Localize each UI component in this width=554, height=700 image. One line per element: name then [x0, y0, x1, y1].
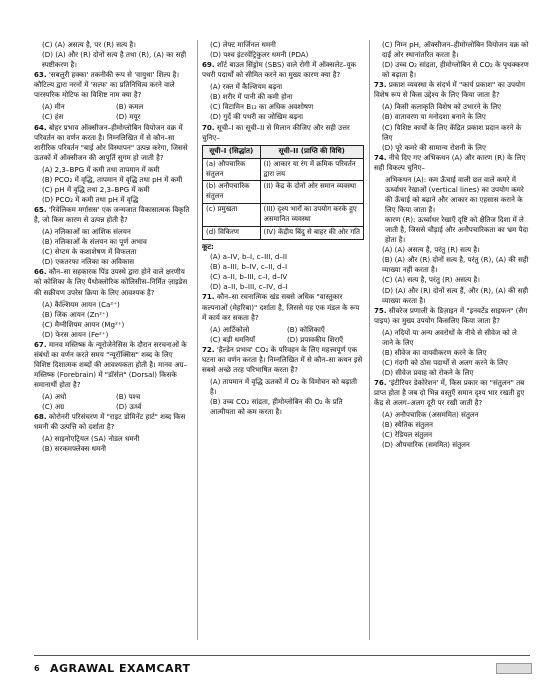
question-number: 75.: [374, 305, 387, 315]
option: (C) a–II, b–III, c–I, d–IV: [210, 272, 288, 282]
question-number: 65.: [34, 205, 47, 214]
question-number: 72.: [202, 344, 215, 354]
question-text: कौन–सा रचनात्मिक खंड सबसे अधिक "वास्तुकार कल्पनाओं (मेहरिबा)" दर्शाता है, जिससे यह एक मंडल के रूप में कार्य कर सकता है?: [202, 292, 360, 322]
option-pair: [34, 402, 190, 412]
match-row: [203, 181, 364, 204]
footer-logo: [496, 663, 532, 674]
question-text: कौन–सा सहकारक पिंड उपस्थे द्वारा होने वाले क्षरणीय को कोशिका के लिए पैथोक्लोरिक कोलिसीस–निर्मित ज़ाइडेस की सक्रीयण उपरेस क्रिया के लिए आवश्यक है?: [34, 267, 188, 297]
option: (D) ऊर्ध्व: [116, 402, 142, 412]
brand-name-b: EXAMCART: [119, 662, 191, 675]
question-number: 71.: [202, 292, 215, 302]
option: (B) सरकमफ्लेक्स धमनी: [42, 444, 106, 454]
option: (D) पूरे कमरे की सामान्य रोशनी के लिए: [382, 142, 486, 152]
option: (C) लेफ्ट मार्जिनल धमनी: [210, 40, 276, 49]
option: (C) (A) असत्य है, पर (R) सत्य है।: [42, 40, 136, 49]
brand-name-a: AGRAWAL: [50, 662, 120, 675]
question-number: 63.: [34, 70, 47, 80]
option: (C) विशिष्ट कार्यों के लिए केंद्रित प्रकाश प्रदान करने के लिए: [382, 122, 522, 142]
match-header-1: सूची–I (सिद्धांत): [203, 145, 261, 158]
option: (B) सीवेज का वायवीकरण करने के लिए: [382, 347, 487, 357]
question-number: 73.: [374, 80, 387, 90]
question: [34, 340, 190, 390]
option: (C) मैग्नीशियम आयन (Mg²⁺): [42, 319, 125, 329]
option: (C) रेडियल संतुलन: [382, 430, 433, 440]
option: (C) विटामिन B₁₂ का अधिक अवशोषण: [210, 102, 314, 112]
question-text: 'रिवेलिकम मर्गासस' एक जन्मजात विकासात्मक विकृति है, जो किस कारण से उत्पन्न होती है?: [34, 205, 190, 225]
option: (A) अधो: [42, 392, 67, 402]
option-pair: [34, 392, 190, 402]
question-number: 64.: [34, 122, 47, 132]
option: (A) मीन: [42, 102, 65, 112]
match-cell-a: (a) औपचारिक संतुलन: [203, 158, 261, 181]
question: [34, 123, 190, 163]
option: (B) पश्च: [116, 392, 141, 402]
question-text: 'इंटीरियर डेकोरेशन' में, किस प्रकार का "संतुलन" तब प्राप्त होता है जब दो भिन्न वस्तुएँ समान दृश्य भार रखती हुए केंद्र से अलग–अलग दूरी पर रखी जाती है?: [374, 378, 525, 408]
option: (B) कोशिकाएँ: [287, 324, 325, 334]
option: (D) फेरस आयन (Fe²⁺): [42, 329, 109, 339]
match-cell-a: (d) विकिरण: [203, 227, 261, 240]
column-divider: [369, 40, 370, 640]
option: (B) (A) और (R) दोनों सत्य है, परंतु (R), (A) की सही व्याख्या नहीं करता है।: [382, 255, 529, 275]
question: [34, 412, 190, 432]
option: (D) (A) और (R) दोनों सत्य हैं, और (R), (A) की सही व्याख्या करता है।: [382, 285, 529, 305]
option: (A) a–IV, b–I, c–III, d–II: [210, 252, 288, 262]
question: [374, 378, 530, 408]
option: (D) गुर्दे की पथरी का जोखिम बढ़ना: [210, 112, 303, 122]
question: [374, 306, 530, 326]
question-number: 74.: [374, 152, 387, 162]
option: (A) साइनोएट्रियल (SA) नोडल धमनी: [42, 434, 140, 444]
paragraph: कारण (R): ऊर्ध्वाधर रेखाएँ दृष्टि को क्षैतिज दिशा में ले जाती है, जिससे चौड़ाई और अनौपचारिकता का भ्रम पैदा होता है।: [385, 215, 529, 245]
match-cell-b: (IV) केंद्रीय बिंदु से बाहर की ओर गति: [260, 227, 363, 240]
option: (D) (A) और (R) दोनों सत्य है तथा (R), (A) का सही स्पष्टीकरण है।: [42, 50, 187, 70]
option: (B) वातावरण या मनोदशा बनाने के लिए: [382, 112, 486, 122]
option: (D) पश्च इंटरवेंट्रिकुलर धमनी (PDA): [210, 50, 309, 60]
option: (B) जिंक आयन (Zn²⁺): [42, 309, 109, 319]
match-header-2: सूची–II (प्राप्ति की विधि): [260, 145, 363, 158]
paragraph: अभिकथन (A): कम ऊँचाई वाली छत वाले कमरे में ऊर्ध्वाधर रेखाओं (vertical lines) का उपयोग कमरे की ऊँचाई को बढ़ाने और आकार का एहसास कराने के लिए किया जाता है।: [385, 174, 524, 214]
question-number: 69.: [202, 60, 215, 70]
option: (B) PCO₂ में वृद्धि, तापमान में वृद्धि तथा pH में कमी: [42, 174, 183, 184]
option: (A) (A) असत्य है, परंतु (R) सत्य है।: [382, 245, 480, 255]
code-label: कूट:: [202, 242, 214, 252]
option: (C) pH में वृद्धि तथा 2,3–BPG में कमी: [42, 184, 150, 194]
question: [202, 345, 364, 375]
match-table: [202, 145, 364, 241]
question-text: 'सबलुरी हक्का' तकनीकी रूप से 'वायुथा' शिल्प है। कौटिल्य द्वारा नरनों में 'सल्फ' का प्रतिनिधित्व करने वाले पारस्परिक मोटिफ का विशिष्ट नाम क्या है?: [34, 70, 180, 100]
question: [34, 267, 190, 297]
option: (D) उच्च O₂ सांद्रता, हीमोग्लोबिन से CO₂ के पृथक्करण को बढ़ाता है।: [382, 60, 529, 80]
option: (B) उच्च CO₂ सांद्रता, हीमोग्लोबिन की O₂ के प्रति आत्मीयता को कम करता है।: [210, 397, 343, 417]
question: [374, 80, 530, 100]
match-cell-a: (b) अनौपचारिक संतुलन: [203, 181, 261, 204]
option: (A) आर्टिकोलो: [210, 324, 250, 334]
question-number: 70.: [202, 122, 215, 132]
match-row: [203, 227, 364, 240]
option: (D) सीवेज प्रवाह को रोकने के लिए: [382, 368, 474, 377]
question: [202, 60, 364, 80]
question-text: प्रकाश व्यवस्था के संदर्भ में "कार्य प्रकाश" का उपयोग विशेष रूप से किस उद्देश्य के लिए किया जाता है?: [374, 80, 525, 100]
question: [374, 153, 530, 173]
question-text: मानव मस्तिष्क के न्यूरोजेनेसिस के दौरान सरचनाओं के संबंधों का वर्णन करते समय "न्यूरॉक्सिस" शब्द के लिए विशिष्ट दिशात्मक शब्दों की आवश्यकता होती है। मानव अग्र–मस्तिष्क (Forebrain) में "डॉर्सल" (Dorsal) किसके समानार्थी होता है?: [34, 339, 188, 390]
option: (D) a–II, b–III, c–IV, d–I: [210, 282, 288, 292]
question: [202, 123, 364, 143]
option: (A) 2,3–BPG में कमी तथा तापमान में कमी: [42, 164, 160, 174]
option: (B) a–III, b–IV, c–II, d–I: [210, 262, 288, 272]
column-3: [374, 40, 530, 451]
option: (A) रक्त में कैल्शियम बढ़ना: [210, 82, 283, 92]
option: (D) प्रपावकीय शिराएँ: [287, 334, 344, 344]
option: (D) औपचारिक (सममित) संतुलन: [382, 440, 470, 450]
question-text: सूची–I का सूची–II से मिलान कीजिए और सही उत्तर चुनिए–: [202, 122, 350, 142]
option: (C) बड़ी धमनियाँ: [210, 334, 256, 344]
option: (C) (A) सत्य है, परंतु (R) असत्य है।: [382, 275, 480, 285]
option: (A) तापमान में वृद्धि ऊतकों में O₂ के विमोचन को बढ़ाती है।: [210, 376, 357, 396]
column-1: [34, 40, 190, 455]
option: (C) अग्र: [42, 402, 65, 412]
option: (A) किसी कलाकृति विशेष को उभारने के लिए: [382, 102, 502, 112]
option: (B) कमल: [116, 102, 144, 112]
question-text: शॉर्ट बाउल सिंड्रोम (SBS) वाले रोगी में ऑक्सलेट–यूक पथरी पदार्थों को सीमित करने का मुख्य कारण क्या है?: [202, 60, 357, 80]
option: (B) नलिकाओं के संलयन का पूर्ण अभाव: [42, 237, 147, 247]
match-row: [203, 204, 364, 227]
option: (C) सेप्टम के कशाशेषण में विफलता: [42, 247, 137, 257]
question: [34, 70, 190, 100]
page-number: 6: [34, 664, 40, 673]
option: (C) गंदगी को ठोस पदार्थों से अलग करने के लिए: [382, 357, 508, 367]
option: (D) PCO₂ में कमी तथा pH में वृद्धि: [42, 194, 139, 204]
question: [202, 292, 364, 322]
option: (A) नलिकाओं का आंशिक संलयन: [42, 227, 131, 237]
option: (A) अनौपचारिक (असममित) संतुलन: [382, 410, 479, 420]
option: (D) मयूर: [116, 112, 141, 122]
option: (A) नदियों या अन्य अवरोधों के नीचे से सीवेज को ले जाने के लिए: [382, 327, 517, 347]
question-number: 66.: [34, 267, 47, 277]
option: (C) निम्न pH, ऑक्सीजन–हीमोग्लोबिन वियोजन वक्र को दाईं ओर स्थानांतरित करता है।: [382, 40, 529, 60]
brand-logo: [50, 661, 191, 677]
question-text: नीचे दिए गए अभिकथन (A) और कारण (R) के लिए सही विकल्प चुनिए–: [374, 152, 526, 172]
footer-rule: [34, 655, 530, 656]
question-number: 68.: [34, 412, 47, 422]
column-divider: [197, 40, 198, 640]
question-text: 'हैल्डेन प्रभाव' CO₂ के परिवहन के लिए महत्त्वपूर्ण एक घटना का वर्णन करता है। निम्नलिखित में से कौन–सा कथन इसे सबसे अच्छे तरह परिभाषित करता है?: [202, 344, 363, 374]
question-number: 76.: [374, 378, 387, 388]
option-pair: [34, 102, 190, 112]
match-cell-b: (II) केंद्र के दोनों ओर समान व्यवस्था: [260, 181, 363, 204]
question: [34, 205, 190, 225]
option: (D) एकतरफा नलिका का अविकास: [42, 257, 135, 267]
column-2: [202, 40, 364, 417]
option-pair: [202, 335, 364, 345]
question-number: 67.: [34, 339, 47, 349]
option: (A) कैल्शियम आयन (Ca²⁺): [42, 299, 120, 309]
question-text: बोहर प्रभाव ऑक्सीजन–हीमोग्लोबिन वियोजन वक्र में परिवर्तन का वर्णन करता है। निम्नलिखित में से कौन–सा शारीरिक परिवर्तन "बाई ओर विस्थापन" उत्पन्न करेगा, जिससे ऊतकों में ऑक्सीजन की आपूर्ति सुगम हो जाती है?: [34, 122, 188, 162]
option: (B) स्थैतिक संतुलन: [382, 420, 433, 430]
option: (C) हंस: [42, 112, 64, 122]
match-cell-a: (c) प्रमुखता: [203, 204, 261, 227]
option-pair: [202, 325, 364, 335]
option: (B) शरीर में पानी की कमी होना: [210, 92, 293, 102]
page-footer: [0, 651, 554, 679]
option-pair: [34, 112, 190, 122]
match-row: [203, 158, 364, 181]
match-cell-b: (I) आकार या रंग में क्रमिक परिवर्तन द्वारा लय: [260, 158, 363, 181]
question-text: कोरोनरी परिसंचरण में "राइट डोमिनेंट हार्ट" शब्द किस धमनी की उत्पत्ति को दर्शाता है?: [34, 412, 186, 432]
question-text: सीवरेज प्रणाली के डिज़ाइन में "इनवर्टेड साइफन" (सैग पाइप) का मुख्य उपयोग किसलिए किया जाता है?: [374, 305, 528, 325]
match-cell-b: (III) दृश्य भारों का उपयोग करके हुए असमानित व्यवस्था: [260, 204, 363, 227]
